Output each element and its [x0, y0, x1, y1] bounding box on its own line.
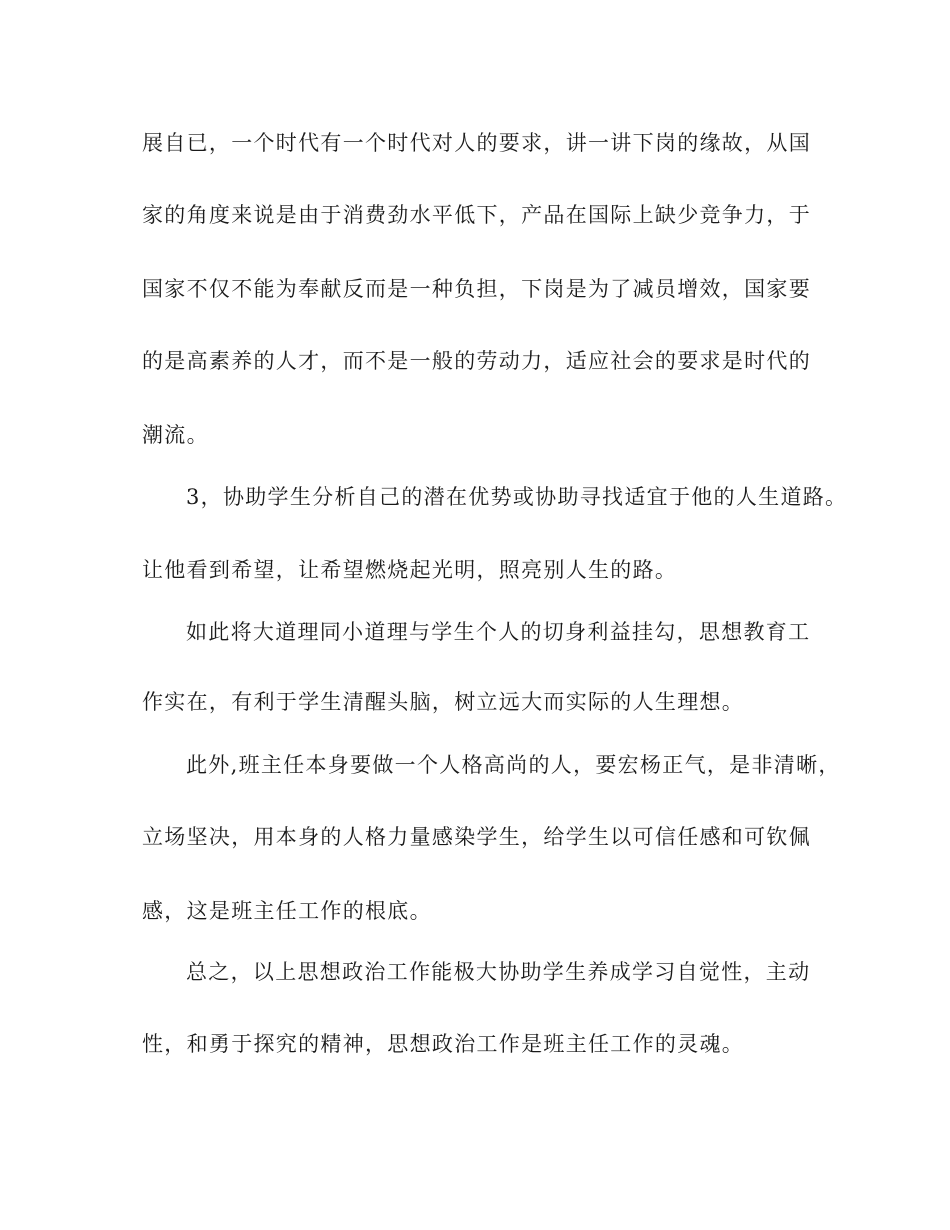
- text-line-1: 展自已，一个时代有一个时代对人的要求，讲一讲下岗的缘故，从国: [142, 131, 811, 155]
- text-line-9: 作实在，有利于学生清醒头脑，树立远大而实际的人生理想。: [142, 690, 745, 714]
- text-line-3: 国家不仅不能为奉献反而是一种负担，下岗是为了减员增效，国家要: [142, 277, 811, 301]
- text-line-5: 潮流。: [142, 423, 209, 447]
- text-line-6: 3，协助学生分析自己的潜在优势或协助寻找适宜于他的人生道路。: [186, 485, 848, 509]
- text-line-4: 的是高素养的人才，而不是一般的劳动力，适应社会的要求是时代的: [142, 349, 811, 373]
- text-line-13: 总之，以上思想政治工作能极大协助学生养成学习自觉性，主动: [186, 960, 811, 984]
- text-line-14: 性，和勇于探究的精神，思想政治工作是班主任工作的灵魂。: [142, 1032, 745, 1056]
- text-line-12: 感，这是班主任工作的根底。: [142, 899, 432, 923]
- text-line-10: 此外,班主任本身要做一个人格高尚的人，要宏杨正气，是非清晰，: [186, 753, 841, 777]
- text-line-8: 如此将大道理同小道理与学生个人的切身利益挂勾，思想教育工: [186, 620, 811, 644]
- text-line-11: 立场坚决，用本身的人格力量感染学生，给学生以可信任感和可钦佩: [142, 825, 811, 849]
- text-line-7: 让他看到希望，让希望燃烧起光明，照亮别人生的路。: [142, 558, 678, 582]
- text-line-2: 家的角度来说是由于消费劲水平低下，产品在国际上缺少竞争力，于: [142, 203, 811, 227]
